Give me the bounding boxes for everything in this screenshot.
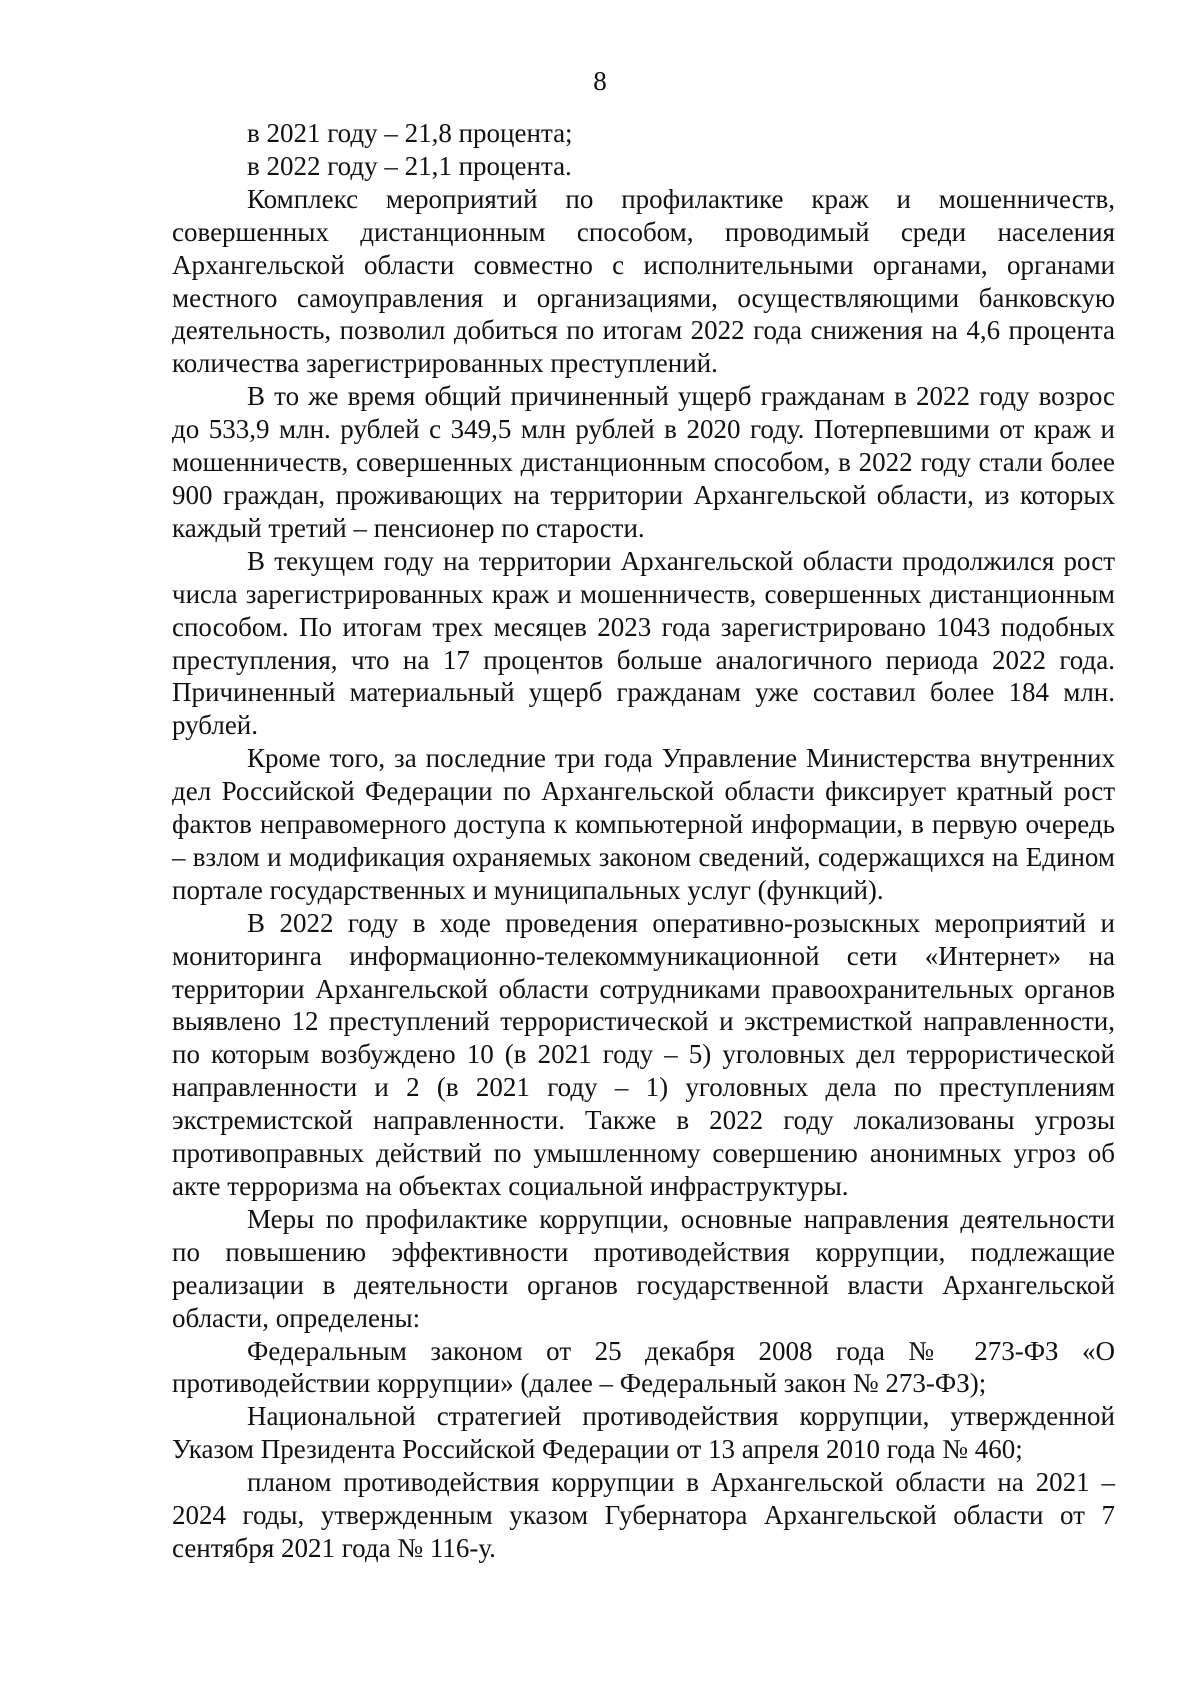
paragraph-national-strategy: Национальной стратегией противодействия коррупции, утвержденной Указом Президента Российской Федерации от 13 апреля 2010 года № 460; xyxy=(172,1401,1115,1465)
paragraph-current-year-growth: В текущем году на территории Архангельской области продолжился рост числа зарегистрированных краж и мошенничеств, совершенных дистанционным способом. По итогам трех месяцев 2023 года зарегистрировано 1043 подобных преступления, что на 17 процентов больше аналогичного периода 2022 года. Причиненный материальный ущерб гражданам уже составил более 184 млн. рублей. xyxy=(172,545,1115,741)
page-number: 8 xyxy=(593,66,607,96)
paragraph-damage-to-citizens: В то же время общий причиненный ущерб гражданам в 2022 году возрос до 533,9 млн. рублей с 349,5 млн рублей в 2020 году. Потерпевшими от краж и мошенничеств, совершенных дистанционным способом, в 2022 году стали более 900 граждан, проживающих на территории Архангельской области, из которых каждый третий – пенсионер по старости. xyxy=(172,381,1115,543)
paragraph-anticorruption-intro: Меры по профилактике коррупции, основные направления деятельности по повышению эффективности противодействия коррупции, подлежащие реализации в деятельности органов государственной власти Архангельской области, определены: xyxy=(172,1203,1115,1333)
paragraph-terrorism-extremism: В 2022 году в ходе проведения оперативно-розыскных мероприятий и мониторинга информационно-телекоммуникационной сети «Интернет» на территории Архангельской области сотрудниками правоохранительных органов выявлено 12 преступлений террористической и экстремисткой направленности, по которым возбуждено 10 (в 2021 году – 5) уголовных дел террористической направленности и 2 (в 2021 году – 1) уголовных дела по преступлениям экстремистской направленности. Также в 2022 году локализованы угрозы противоправных действий по умышленному совершению анонимных угроз об акте терроризма на объектах социальной инфраструктуры. xyxy=(172,907,1115,1201)
paragraph-regional-plan: планом противодействия коррупции в Архангельской области на 2021 – 2024 годы, утвержденным указом Губернатора Архангельской области от 7 сентября 2021 года № 116-у. xyxy=(172,1467,1115,1563)
document-body xyxy=(172,117,1115,1565)
paragraph-rate-2022: в 2022 году – 21,1 процента. xyxy=(247,150,572,181)
paragraph-prevention-measures: Комплекс мероприятий по профилактике краж и мошенничеств, совершенных дистанционным способом, проводимый среди населения Архангельской области совместно с исполнительными органами, органами местного самоуправления и организациями, осуществляющими банковскую деятельность, позволил добиться по итогам 2022 года снижения на 4,6 процента количества зарегистрированных преступлений. xyxy=(172,183,1115,379)
paragraph-rate-2021: в 2021 году – 21,8 процента; xyxy=(247,118,573,148)
paragraph-federal-law: Федеральным законом от 25 декабря 2008 года № 273-ФЗ «О противодействии коррупции» (далее – Федеральный закон № 273-ФЗ); xyxy=(172,1335,1115,1399)
paragraph-unauthorized-access: Кроме того, за последние три года Управление Министерства внутренних дел Российской Федерации по Архангельской области фиксирует кратный рост фактов неправомерного доступа к компьютерной информации, в первую очередь – взлом и модификация охраняемых законом сведений, содержащихся на Едином портале государственных и муниципальных услуг (функций). xyxy=(172,743,1115,905)
